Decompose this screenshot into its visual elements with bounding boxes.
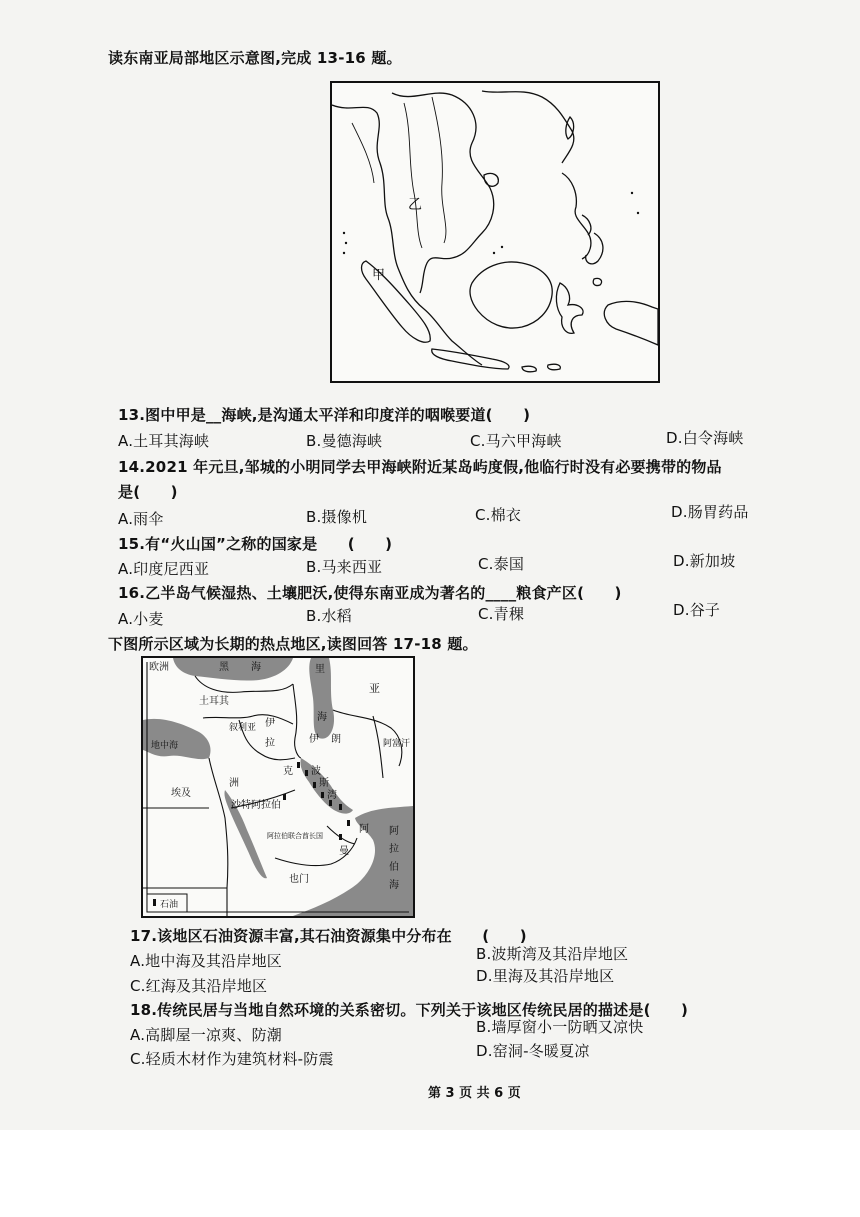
label-iran-2: 朗 [331, 734, 341, 745]
q16-option-a[interactable]: A.小麦 [118, 610, 164, 628]
q15-option-c[interactable]: C.泰国 [478, 555, 525, 573]
q13-option-a[interactable]: A.土耳其海峡 [118, 432, 210, 450]
label-yi: 乙 [408, 197, 422, 213]
middle-east-map [141, 656, 415, 918]
label-caspian-2: 海 [317, 712, 327, 723]
label-oman-2: 曼 [339, 846, 349, 857]
q15-option-b[interactable]: B.马来西亚 [306, 558, 383, 576]
q18-option-d[interactable]: D.窑洞-冬暖夏凉 [476, 1042, 590, 1060]
q14-option-c[interactable]: C.棉衣 [475, 506, 522, 524]
legend-oil: 石油 [160, 900, 179, 910]
label-turkey: 土耳其 [199, 696, 229, 707]
q13-option-b[interactable]: B.曼德海峡 [306, 432, 383, 450]
label-mediterranean: 地中海 [151, 741, 179, 751]
q17-stem: 17.该地区石油资源丰富,其石油资源集中分布在 ( ) [130, 927, 527, 945]
label-syria: 叙利亚 [229, 723, 257, 733]
label-asia: 亚 [369, 682, 380, 695]
label-iraq-3: 克 [283, 766, 293, 777]
label-yemen: 也门 [289, 874, 309, 885]
label-gulf-1: 波 [311, 766, 321, 777]
label-europe: 欧洲 [149, 662, 169, 673]
q16-option-d[interactable]: D.谷子 [673, 601, 721, 619]
label-black-sea-2: 海 [251, 662, 261, 673]
label-arabian-sea-2: 拉 [389, 844, 399, 855]
q15-stem: 15.有“火山国”之称的国家是 ( ) [118, 535, 393, 553]
q18-option-a[interactable]: A.高脚屋一凉爽、防潮 [130, 1026, 282, 1044]
southeast-asia-map-drawing [332, 83, 658, 381]
label-arabian-sea-3: 伯 [389, 862, 399, 873]
q17-option-a[interactable]: A.地中海及其沿岸地区 [130, 952, 282, 970]
q16-option-b[interactable]: B.水稻 [306, 607, 352, 625]
q13-option-c[interactable]: C.马六甲海峡 [470, 432, 562, 450]
q14-option-d[interactable]: D.肠胃药品 [671, 503, 749, 521]
label-arabian-sea-4: 海 [389, 880, 399, 891]
q14-option-b[interactable]: B.摄像机 [306, 508, 368, 526]
q18-option-b[interactable]: B.墙厚窗小一防晒又凉快 [476, 1018, 644, 1036]
q17-option-d[interactable]: D.里海及其沿岸地区 [476, 967, 615, 985]
q13-option-d[interactable]: D.白令海峡 [666, 429, 744, 447]
q14-stem-line1: 14.2021 年元旦,邹城的小明同学去甲海峡附近某岛屿度假,他临行时没有必要携带的物品 [118, 458, 722, 476]
q17-option-c[interactable]: C.红海及其沿岸地区 [130, 977, 268, 995]
q18-option-c[interactable]: C.轻质木材作为建筑材料-防震 [130, 1050, 334, 1068]
label-uae: 阿拉伯联合酋长国 [267, 832, 323, 840]
label-jia: 甲 [372, 268, 386, 283]
intro-17-18: 下图所示区域为长期的热点地区,读图回答 17-18 题。 [108, 635, 478, 653]
q18-stem: 18.传统民居与当地自然环境的关系密切。下列关于该地区传统民居的描述是( ) [130, 1001, 689, 1019]
label-egypt: 埃及 [171, 788, 191, 799]
label-gulf-2: 斯 [319, 778, 329, 789]
middle-east-map-drawing [143, 658, 413, 916]
q14-option-a[interactable]: A.雨伞 [118, 510, 164, 528]
label-iraq-1: 伊 [265, 718, 275, 729]
label-arabian-sea-1: 阿 [389, 826, 399, 837]
intro-13-16: 读东南亚局部地区示意图,完成 13-16 题。 [108, 49, 402, 67]
q13-stem: 13.图中甲是__海峡,是沟通太平洋和印度洋的咽喉要道( ) [118, 406, 531, 424]
label-gulf-3: 湾 [327, 790, 337, 801]
page-footer: 第 3 页 共 6 页 [428, 1086, 521, 1101]
label-oman-1: 阿 [359, 824, 369, 835]
q16-stem: 16.乙半岛气候湿热、土壤肥沃,使得东南亚成为著名的____粮食产区( ) [118, 584, 622, 602]
label-asia-continent: 洲 [229, 778, 239, 789]
q14-stem-line2: 是( ) [118, 483, 178, 501]
q17-option-b[interactable]: B.波斯湾及其沿岸地区 [476, 945, 629, 963]
southeast-asia-map [330, 81, 660, 383]
label-caspian-1: 里 [315, 664, 325, 675]
label-black-sea-1: 黑 [219, 662, 229, 673]
label-iraq-2: 拉 [265, 738, 275, 749]
q15-option-a[interactable]: A.印度尼西亚 [118, 560, 210, 578]
label-afghanistan: 阿富汗 [383, 739, 411, 749]
q15-option-d[interactable]: D.新加坡 [673, 552, 736, 570]
label-iran-1: 伊 [309, 734, 319, 745]
q16-option-c[interactable]: C.青稞 [478, 605, 525, 623]
label-saudi: 沙特阿拉伯 [231, 800, 281, 811]
